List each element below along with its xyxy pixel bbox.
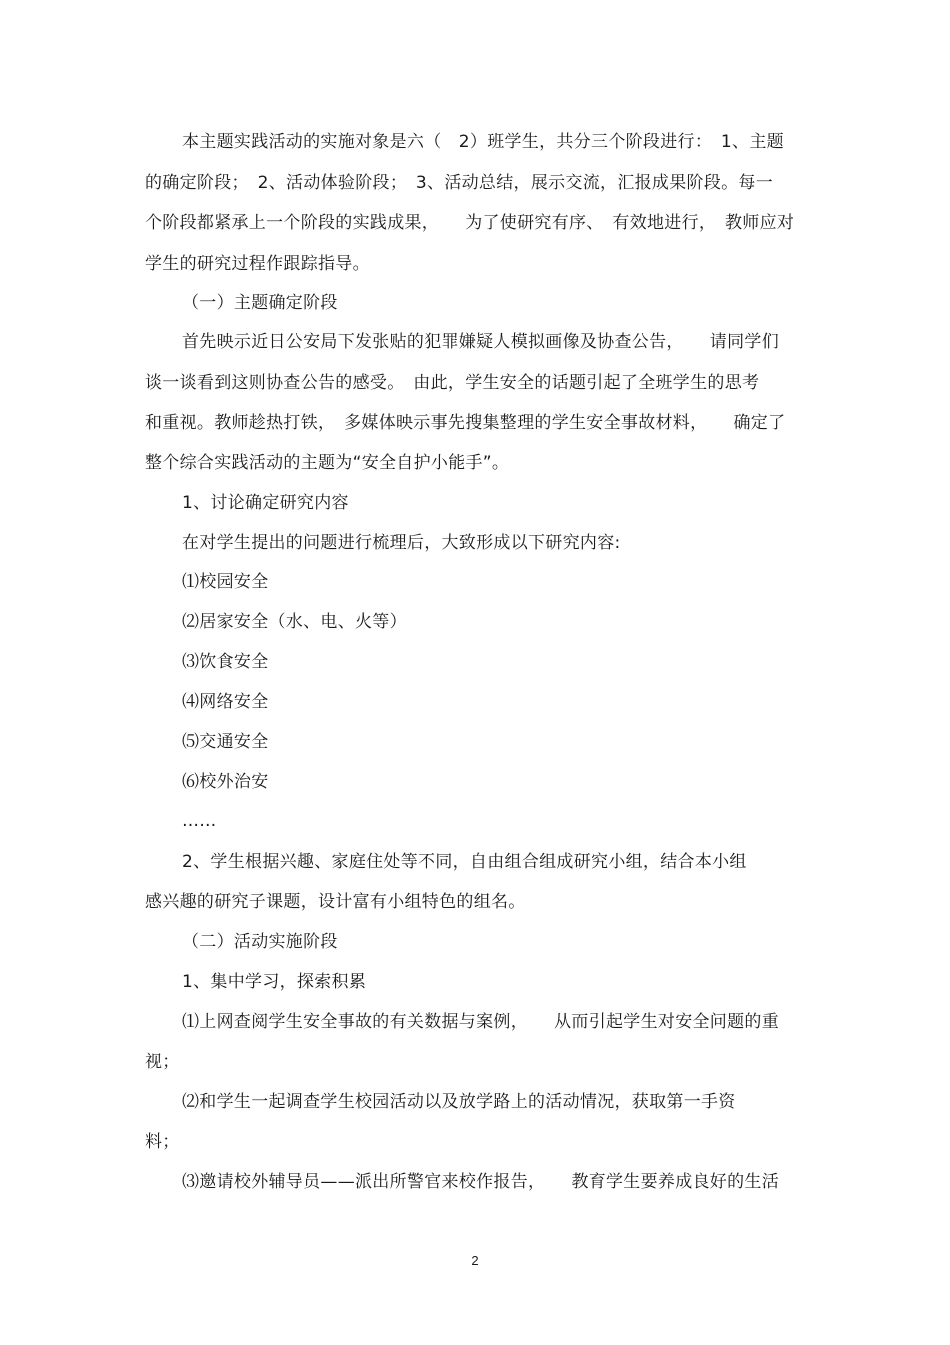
- list-ellipsis: ……: [182, 811, 217, 831]
- paragraph-line: 在对学生提出的问题进行梳理后，大致形成以下研究内容:: [182, 533, 621, 553]
- section-heading: （二）活动实施阶段: [182, 932, 338, 952]
- paragraph-line: 的确定阶段； 2、活动体验阶段； 3、活动总结，展示交流，汇报成果阶段。每一: [145, 173, 774, 193]
- paragraph-line: 感兴趣的研究子课题，设计富有小组特色的组名。: [145, 892, 526, 912]
- page-number: 2: [471, 1253, 479, 1268]
- paragraph-line: ⑴上网查阅学生安全事故的有关数据与案例， 从而引起学生对安全问题的重: [182, 1012, 779, 1032]
- paragraph-line: 2、学生根据兴趣、家庭住处等不同，自由组合组成研究小组，结合本小组: [182, 852, 747, 872]
- list-item: ⑶饮食安全: [182, 652, 269, 672]
- list-item: ⑷网络安全: [182, 692, 269, 712]
- paragraph-line: ⑶邀请校外辅导员——派出所警官来校作报告， 教育学生要养成良好的生活: [182, 1172, 779, 1192]
- paragraph-line: 视；: [145, 1052, 180, 1072]
- list-item: ⑴校园安全: [182, 572, 269, 592]
- section-heading: （一）主题确定阶段: [182, 293, 338, 313]
- paragraph-line: 谈一谈看到这则协查公告的感受。 由此，学生安全的话题引起了全班学生的思考: [145, 373, 760, 393]
- paragraph-line: 料；: [145, 1132, 180, 1152]
- paragraph-line: 整个综合实践活动的主题为“安全自护小能手”。: [145, 453, 510, 473]
- subsection-heading: 1、讨论确定研究内容: [182, 493, 349, 513]
- list-item: ⑸交通安全: [182, 732, 269, 752]
- paragraph-line: 本主题实践活动的实施对象是六（ 2）班学生，共分三个阶段进行： 1、主题: [182, 132, 784, 152]
- list-item: ⑹校外治安: [182, 772, 269, 792]
- subsection-heading: 1、集中学习，探索积累: [182, 972, 367, 992]
- paragraph-line: ⑵和学生一起调查学生校园活动以及放学路上的活动情况，获取第一手资: [182, 1092, 736, 1112]
- list-item: ⑵居家安全（水、电、火等）: [182, 612, 407, 632]
- paragraph-line: 学生的研究过程作跟踪指导。: [145, 254, 370, 274]
- paragraph-line: 和重视。教师趁热打铁， 多媒体映示事先搜集整理的学生安全事故材料， 确定了: [145, 413, 786, 433]
- paragraph-line: 个阶段都紧承上一个阶段的实践成果， 为了使研究有序、 有效地进行， 教师应对: [145, 213, 795, 233]
- paragraph-line: 首先映示近日公安局下发张贴的犯罪嫌疑人模拟画像及协查公告， 请同学们: [182, 332, 779, 352]
